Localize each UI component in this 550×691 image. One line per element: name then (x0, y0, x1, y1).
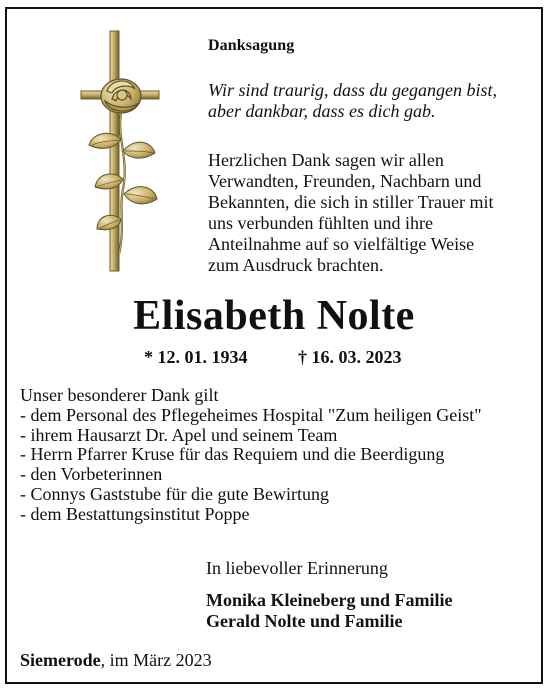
list-item: - dem Personal des Pflegeheimes Hospital "Zum heiligen Geist" (20, 404, 482, 425)
family-line: Gerald Nolte und Familie (206, 611, 403, 631)
memorial-quote (208, 80, 497, 122)
family-signature (206, 590, 453, 632)
special-thanks-intro: Unser besonderer Dank gilt (20, 385, 219, 405)
obituary-card (5, 7, 543, 684)
death-date: † 16. 03. 2023 (298, 347, 402, 367)
family-line: Monika Kleineberg und Familie (206, 590, 453, 610)
thanks-paragraph (208, 150, 493, 276)
date-text: , im März 2023 (100, 650, 212, 670)
thanks-line: zum Ausdruck brachten. (208, 255, 384, 275)
special-thanks-list (20, 386, 482, 525)
place-date-line (20, 650, 212, 671)
list-item: - den Vorbeterinnen (20, 464, 163, 485)
list-item: - Herrn Pfarrer Kruse für das Requiem und die Beerdigung (20, 444, 445, 465)
list-item: - Connys Gaststube für die gute Bewirtung (20, 483, 329, 504)
list-item: - ihrem Hausarzt Dr. Apel und seinem Team (20, 424, 338, 445)
thanks-line: uns verbunden fühlten und ihre (208, 213, 433, 233)
list-item: - dem Bestattungsinstitut Poppe (20, 503, 250, 524)
thanks-line: Anteilnahme auf so vielfältige Weise (208, 234, 475, 254)
place-name: Siemerode (20, 650, 101, 670)
thanks-line: Herzlichen Dank sagen wir allen (208, 150, 444, 170)
memory-line: In liebevoller Erinnerung (206, 558, 388, 578)
quote-line: Wir sind traurig, dass du gegangen bist, (208, 80, 498, 100)
heading-danksagung: Danksagung (208, 37, 295, 54)
deceased-name: Elisabeth Nolte (133, 293, 415, 339)
cross-with-rose-icon (79, 29, 169, 274)
birth-date: * 12. 01. 1934 (144, 347, 248, 367)
quote-line: aber dankbar, dass es dich gab. (208, 101, 436, 121)
thanks-line: Verwandten, Freunden, Nachbarn und (208, 171, 482, 191)
thanks-line: Bekannten, die sich in stiller Trauer mit (208, 192, 494, 212)
